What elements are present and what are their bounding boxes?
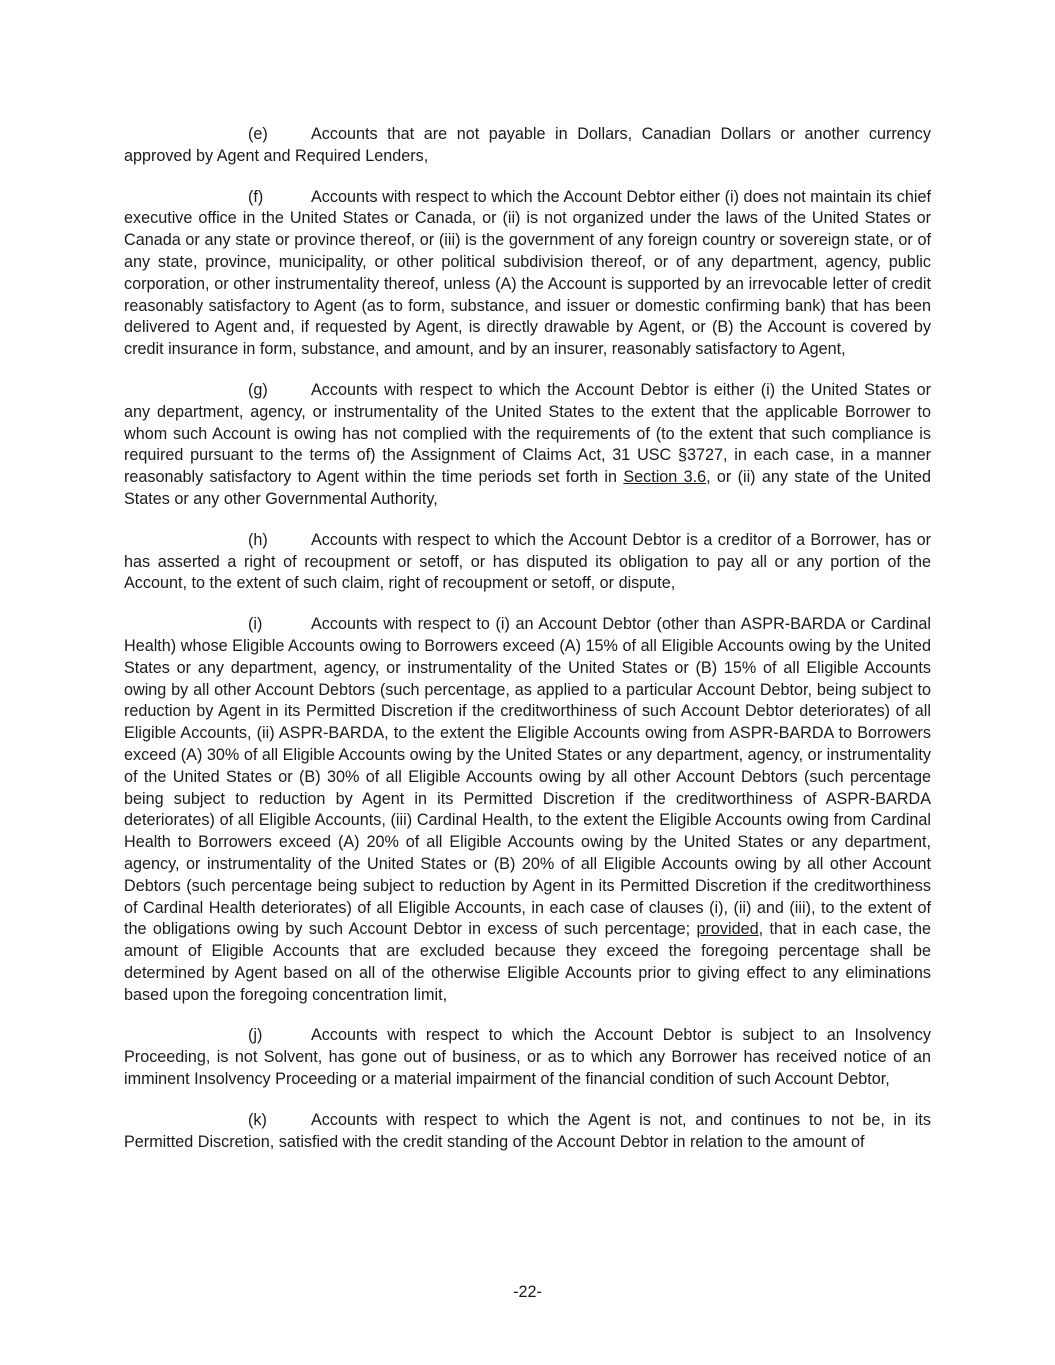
page-number: -22- — [513, 1283, 542, 1301]
clause-text: Accounts with respect to (i) an Account Debtor (other than ASPR-BARDA or Cardinal Health) whose Eligible Accounts owing to Borrowers exceed (A) 15% of all Eligible Accounts owing by the United States or any department, agency, or instrumentality of the United States or (B) 15% of all Eligible Accounts owing by all other Account Debtors (such percentage, as applied to a particular Account Debtor, being subject to reduction by Agent in its Permitted Discretion if the creditworthiness of such Account Debtor deteriorates) of all Eligible Accounts, (ii) ASPR-BARDA, to the extent the Eligible Accounts owing from ASPR-BARDA to Borrowers exceed (A) 30% of all Eligible Accounts owing by the United States or any department, agency, or instrumentality of the United States or (B) 30% of all Eligible Accounts owing by all other Account Debtors (such percentage being subject to reduction by Agent in its Permitted Discretion if the creditworthiness of ASPR-BARDA deteriorates) of all Eligible Accounts, (iii) Cardinal Health, to the extent the Eligible Accounts owing from Cardinal Health to Borrowers exceed (A) 20% of all Eligible Accounts owing by the United States or any department, agency, or instrumentality of the United States or (B) 20% of all Eligible Accounts owing by all other Account Debtors (such percentage being subject to reduction by Agent in its Permitted Discretion if the creditworthiness of Cardinal Health deteriorates) of all Eligible Accounts, in each case of clauses (i), (ii) and (iii), to the extent of the obligations owing by such Account Debtor in excess of such percentage; — [124, 615, 931, 939]
clause-k — [124, 1110, 931, 1154]
document-page — [124, 124, 931, 1172]
clause-h — [124, 530, 931, 595]
clause-text: Accounts with respect to which the Account Debtor either (i) does not maintain its chief executive office in the United States or Canada, or (ii) is not organized under the laws of the United States or Canada or any state or province thereof, or (iii) is the government of any foreign country or sovereign state, or of any state, province, municipality, or other political subdivision thereof, or of any department, agency, public corporation, or other instrumentality thereof, unless (A) the Account is supported by an irrevocable letter of credit reasonably satisfactory to Agent (as to form, substance, and issuer or domestic confirming bank) that has been delivered to Agent and, if requested by Agent, is directly drawable by Agent, or (B) the Account is covered by credit insurance in form, substance, and amount, and by an insurer, reasonably satisfactory to Agent, — [124, 187, 931, 359]
clause-e — [124, 124, 931, 168]
clause-text: Accounts with respect to which the Account Debtor is subject to an Insolvency Proceeding, is not Solvent, has gone out of business, or as to which any Borrower has received notice of an imminent Insolvency Proceeding or a material impairment of the financial condition of such Account Debtor, — [124, 1026, 931, 1089]
clause-g — [124, 380, 931, 511]
clause-i — [124, 614, 931, 1006]
clause-j — [124, 1025, 931, 1090]
proviso-term: provided — [696, 920, 759, 939]
clause-text-continued: , or (ii) any state of the United States or any other Governmental Authority, — [124, 468, 931, 508]
clause-label: (h) — [248, 530, 268, 549]
clause-text-continued: , that in each case, the amount of Eligible Accounts that are excluded because they exceed the foregoing percentage shall be determined by Agent based on all of the otherwise Eligible Accounts prior to giving effect to any eliminations based upon the foregoing concentration limit, — [124, 920, 931, 1004]
clause-text: Accounts that are not payable in Dollars, Canadian Dollars or another currency approved by Agent and Required Lenders, — [124, 125, 931, 165]
clause-label: (k) — [248, 1110, 267, 1129]
clause-label: (f) — [248, 187, 264, 206]
clause-label: (e) — [248, 125, 268, 143]
clause-text: Accounts with respect to which the Account Debtor is either (i) the United States or any department, agency, or instrumentality of the United States to the extent that the applicable Borrower to whom such Account is owing has not complied with the requirements of (to the extent that such compliance is required pursuant to the terms of) the Assignment of Claims Act, 31 USC §3727, in each case, in a manner reasonably satisfactory to Agent within the time periods set forth in — [124, 380, 931, 487]
clause-label: (g) — [248, 380, 268, 399]
clause-text: Accounts with respect to which the Agent is not, and continues to not be, in its Permitted Discretion, satisfied with the credit standing of the Account Debtor in relation to the amount of — [124, 1110, 931, 1151]
clause-text: Accounts with respect to which the Account Debtor is a creditor of a Borrower, has or has asserted a right of recoupment or setoff, or has disputed its obligation to pay all or any portion of the Account, to the extent of such claim, right of recoupment or setoff, or dispute, — [124, 530, 931, 593]
clause-label: (j) — [248, 1026, 263, 1045]
section-reference: Section 3.6 — [623, 468, 707, 487]
clause-label: (i) — [248, 615, 263, 634]
clause-f — [124, 187, 931, 361]
